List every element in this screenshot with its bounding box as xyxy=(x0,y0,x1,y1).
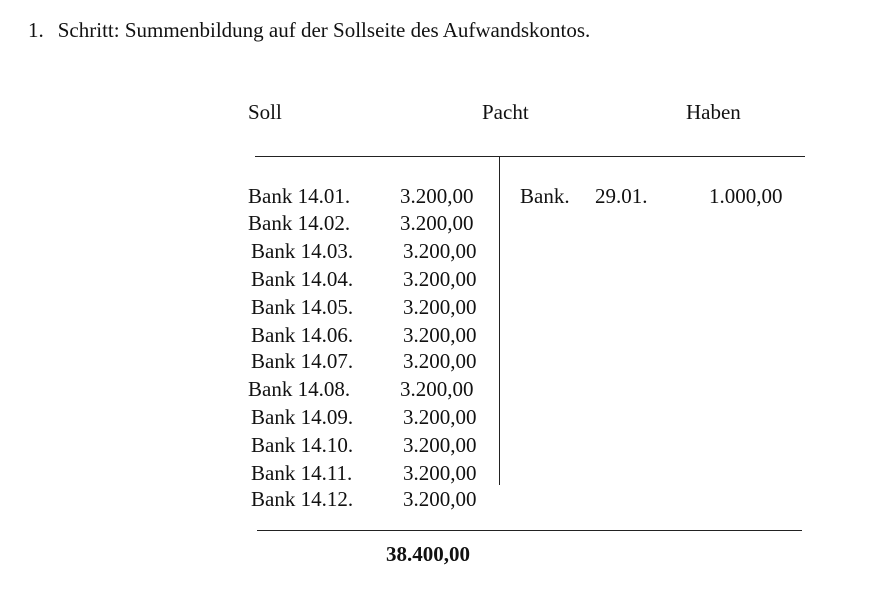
debit-label: Bank 14.05. xyxy=(251,295,354,319)
credit-label: Bank. xyxy=(520,184,570,208)
debit-label: Bank 14.02. xyxy=(248,211,351,235)
debit-amount: 3.200,00 xyxy=(403,267,477,291)
debit-label: Bank 14.03. xyxy=(251,239,354,263)
page-heading xyxy=(28,18,590,43)
debit-amount: 3.200,00 xyxy=(403,405,477,429)
debit-amount: 3.200,00 xyxy=(403,461,477,485)
debit-amount: 3.200,00 xyxy=(403,295,477,319)
sum-rule xyxy=(257,530,802,531)
debit-label: Bank 14.12. xyxy=(251,487,354,511)
debit-amount: 3.200,00 xyxy=(403,433,477,457)
debit-label: Bank 14.09. xyxy=(251,405,354,429)
debit-amount: 3.200,00 xyxy=(400,377,474,401)
debit-label: Bank 14.07. xyxy=(251,349,354,373)
debit-label: Bank 14.06. xyxy=(251,323,354,347)
debit-label: Bank 14.01. xyxy=(248,184,351,208)
debit-amount: 3.200,00 xyxy=(403,323,477,347)
credit-date: 29.01. xyxy=(595,184,648,208)
debit-amount: 3.200,00 xyxy=(403,487,477,511)
debit-label: Bank 14.11. xyxy=(251,461,353,485)
t-account-top-rule xyxy=(255,156,805,157)
soll-label: Soll xyxy=(248,100,282,124)
credit-amount: 1.000,00 xyxy=(709,184,783,208)
t-account-divider xyxy=(499,157,500,485)
debit-label: Bank 14.10. xyxy=(251,433,354,457)
debit-amount: 3.200,00 xyxy=(403,349,477,373)
haben-label: Haben xyxy=(686,100,741,124)
account-name: Pacht xyxy=(482,100,529,124)
debit-label: Bank 14.08. xyxy=(248,377,351,401)
debit-total: 38.400,00 xyxy=(386,542,470,566)
debit-amount: 3.200,00 xyxy=(403,239,477,263)
debit-amount: 3.200,00 xyxy=(400,184,474,208)
debit-amount: 3.200,00 xyxy=(400,211,474,235)
heading-text: Schritt: Summenbildung auf der Sollseite des Aufwandskontos. xyxy=(57,18,591,42)
heading-number: 1. xyxy=(28,18,44,42)
debit-label: Bank 14.04. xyxy=(251,267,354,291)
